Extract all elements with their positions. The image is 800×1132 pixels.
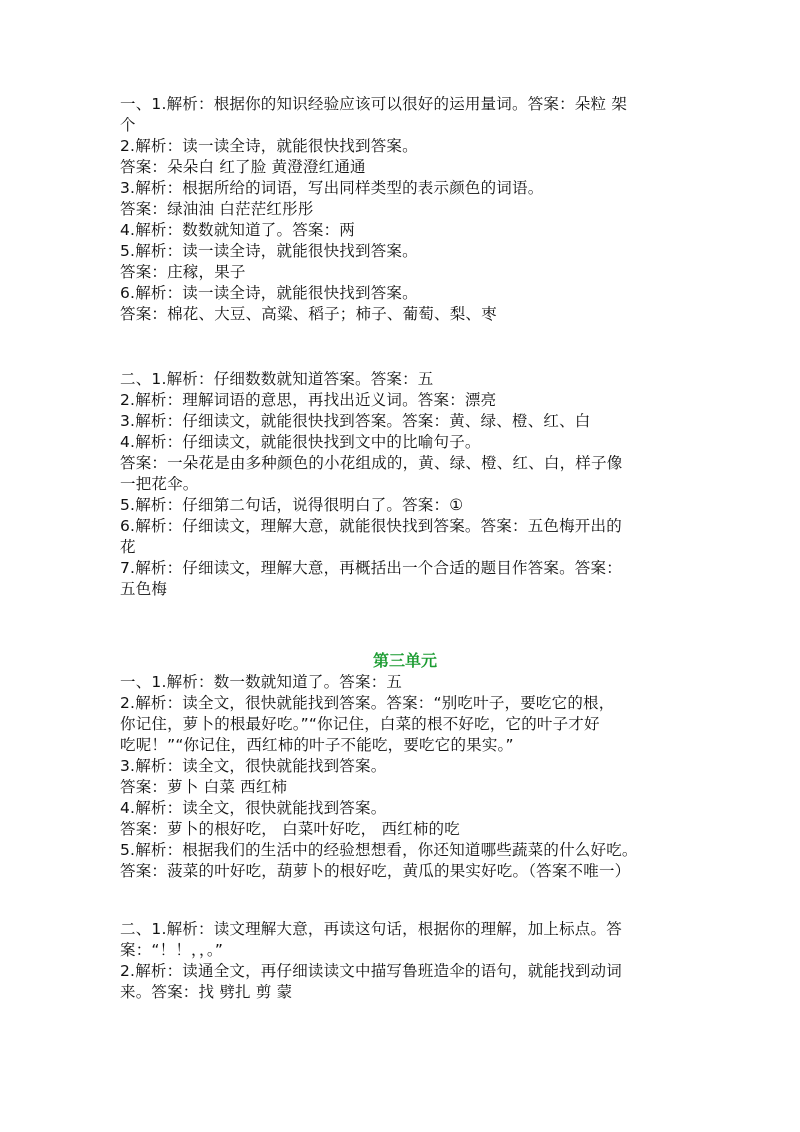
answer-line: 5.解析：仔细第二句话，说得很明白了。答案：① xyxy=(120,496,464,514)
answer-line: 3.解析：仔细读文，就能很快找到答案。答案：黄、绿、橙、红、白 xyxy=(120,412,591,430)
answer-line: 2.解析：理解词语的意思，再找出近义词。答案：漂亮 xyxy=(120,391,497,409)
answer-line: 五色梅 xyxy=(120,580,168,598)
unit2-part1-answers xyxy=(120,94,690,325)
unit2-part2-answers xyxy=(120,369,690,600)
answer-line: 6.解析：仔细读文，理解大意，就能很快找到答案。答案：五色梅开出的 xyxy=(120,517,622,535)
answer-line: 3.解析：读全文，很快就能找到答案。 xyxy=(120,757,387,775)
answer-line: 案：“！！，，。” xyxy=(120,941,224,959)
answer-line: 2.解析：读通全文，再仔细读读文中描写鲁班造伞的语句，就能找到动词 xyxy=(120,962,622,980)
answer-line: 吃呢！”“你记住，西红柿的叶子不能吃，要吃它的果实。” xyxy=(120,736,514,754)
answer-line: 花 xyxy=(120,538,136,556)
answer-line: 答案：萝卜 白菜 西红柿 xyxy=(120,778,288,796)
answer-line: 一、1.解析：根据你的知识经验应该可以很好的运用量词。答案：朵粒 架 xyxy=(120,95,628,113)
answer-line: 答案：朵朵白 红了脸 黄澄澄红通通 xyxy=(120,158,366,176)
answer-line: 5.解析：读一读全诗，就能很快找到答案。 xyxy=(120,242,418,260)
answer-line: 答案：菠菜的叶好吃，葫萝卜的根好吃，黄瓜的果实好吃。（答案不唯一） xyxy=(120,862,631,880)
answer-line: 4.解析：数数就知道了。答案：两 xyxy=(120,221,355,239)
answer-line: 个 xyxy=(120,116,136,134)
unit3-part2-answers xyxy=(120,919,690,1003)
answer-line: 2.解析：读全文，很快就能找到答案。答案：“别吃叶子，要吃它的根， xyxy=(120,694,615,712)
answer-line: 5.解析：根据我们的生活中的经验想想看，你还知道哪些蔬菜的什么好吃。 xyxy=(120,841,638,859)
answer-line: 答案：庄稼，果子 xyxy=(120,263,246,281)
unit3-heading: 第三单元 xyxy=(372,651,437,670)
answer-line: 来。答案：找 劈扎 剪 蒙 xyxy=(120,983,293,1001)
answer-line: 二、1.解析：读文理解大意，再读这句话，根据你的理解，加上标点。答 xyxy=(120,920,622,938)
answer-line: 4.解析：读全文，很快就能找到答案。 xyxy=(120,799,387,817)
answer-line: 答案：绿油油 白茫茫红彤彤 xyxy=(120,200,314,218)
answer-line: 一、1.解析：数一数就知道了。答案：五 xyxy=(120,673,403,691)
answer-line: 答案：一朵花是由多种颜色的小花组成的，黄、绿、橙、红、白，样子像 xyxy=(120,454,623,472)
unit3-part1-answers xyxy=(120,672,690,882)
answer-line: 2.解析：读一读全诗，就能很快找到答案。 xyxy=(120,137,418,155)
answer-line: 二、1.解析：仔细数数就知道答案。答案：五 xyxy=(120,370,434,388)
answer-line: 4.解析：仔细读文，就能很快找到文中的比喻句子。 xyxy=(120,433,481,451)
answer-line: 答案：棉花、大豆、高粱、稻子；柿子、葡萄、梨、枣 xyxy=(120,305,497,323)
answer-line: 6.解析：读一读全诗，就能很快找到答案。 xyxy=(120,284,418,302)
answer-line: 3.解析：根据所给的词语，写出同样类型的表示颜色的词语。 xyxy=(120,179,544,197)
answer-line: 7.解析：仔细读文，理解大意，再概括出一个合适的题目作答案。答案： xyxy=(120,559,622,577)
answer-line: 你记住，萝卜的根最好吃。”“你记住，白菜的根不好吃，它的叶子才好 xyxy=(120,715,600,733)
answer-line: 答案：萝卜的根好吃， 白菜叶好吃， 西红柿的吃 xyxy=(120,820,460,838)
answer-line: 一把花伞。 xyxy=(120,475,199,493)
